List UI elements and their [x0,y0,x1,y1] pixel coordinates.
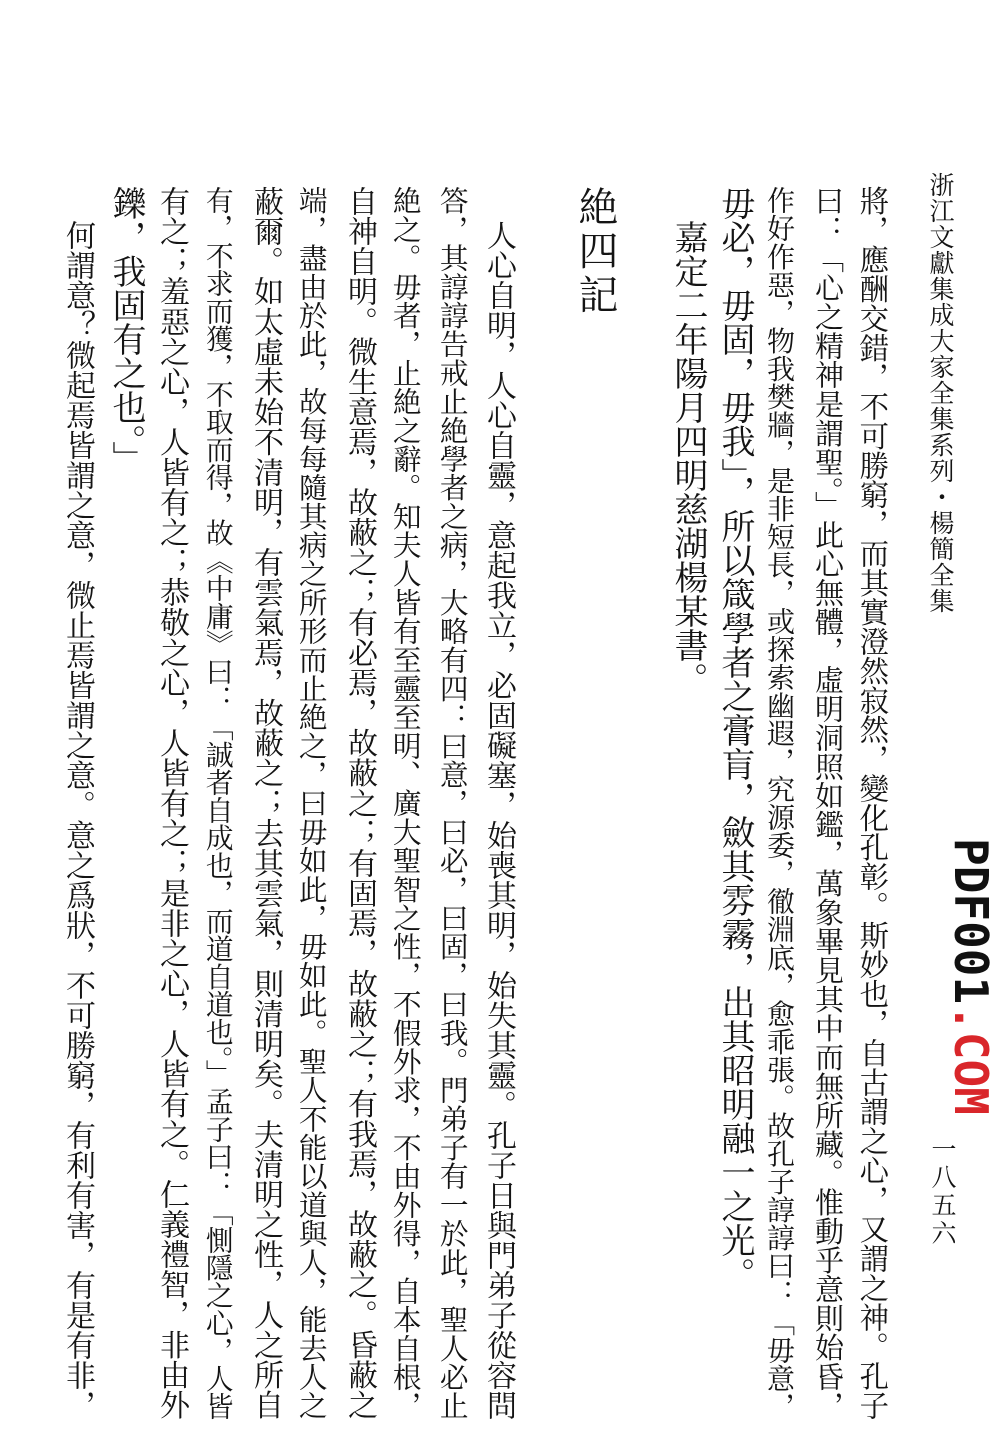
essay-line: 端，盡由於此，故每每隨其病之所形而止絶之，曰毋如此，毋如此。聖人不能以道與人，能去人之 [294,186,329,1420]
essay-line: 蔽爾。如太虛未始不清明，有雲氣焉，故蔽之；去其雲氣，則清明矣。夫清明之性，人之所自 [248,186,284,1420]
essay-line: 自神自明。微生意焉，故蔽之；有必焉，故蔽之；有固焉，故蔽之；有我焉，故蔽之。昏蔽之 [342,186,378,1420]
preface-signature: 嘉定二年陽月四明慈湖楊某書。 [668,220,708,696]
preface-line: 作好作惡，物我樊牆，是非短長，或探索幽遐，究源委，徹淵底，愈乖張。故孔子諄諄曰：「毋意， [763,186,797,1420]
running-title: 浙江文獻集成大家全集系列・楊簡全集 [926,172,955,614]
essay-line: 何謂意？微起焉皆謂之意，微止焉皆謂之意。意之爲狀，不可勝窮，有利有害，有是有非， [60,220,95,1420]
watermark-text-a: PDF001 [944,838,998,1005]
page-number: 一八五六 [928,1136,957,1248]
watermark-logo [944,838,998,1115]
preface-line: 曰：「心之精神是謂聖。」此心無體，虛明洞照如鑑，萬象畢見其中而無所藏。惟動乎意則始昏， [811,186,846,1420]
preface-line: 將，應酬交錯，不可勝窮，而其實澄然寂然，變化孔彰。斯妙也，自古謂之心，又謂之神。孔子 [855,186,890,1420]
essay-line: 人心自明，人心自靈，意起我立，必固礙塞，始喪其明，始失其靈。孔子日與門弟子從容問 [481,220,516,1420]
essay-title: 絶四記 [572,186,618,318]
essay-line: 有，不求而獲，不取而得，故《中庸》曰：「誠者自成也，而道自道也。」孟子曰：「惻隱之心，人皆 [200,186,234,1420]
essay-line: 絶之。毋者，止絶之辭。知夫人皆有至靈至明、廣大聖智之性，不假外求，不由外得，自本自根， [388,186,423,1420]
watermark-text-b: .COM [944,1004,998,1115]
essay-line: 鑠，我固有之也。」 [106,186,146,475]
essay-line: 有之；羞惡之心，人皆有之；恭敬之心，人皆有之；是非之心，人皆有之。仁義禮智，非由外 [154,186,190,1420]
preface-line: 毋必，毋固，毋我」，所以箴學者之膏肓，斂其雰霧，出其昭明融一之光。 [715,186,755,1291]
essay-line: 答，其諄諄告戒止絶學者之病，大略有四：曰意，曰必，曰固，曰我。門弟子有一於此，聖人必止 [435,186,470,1420]
